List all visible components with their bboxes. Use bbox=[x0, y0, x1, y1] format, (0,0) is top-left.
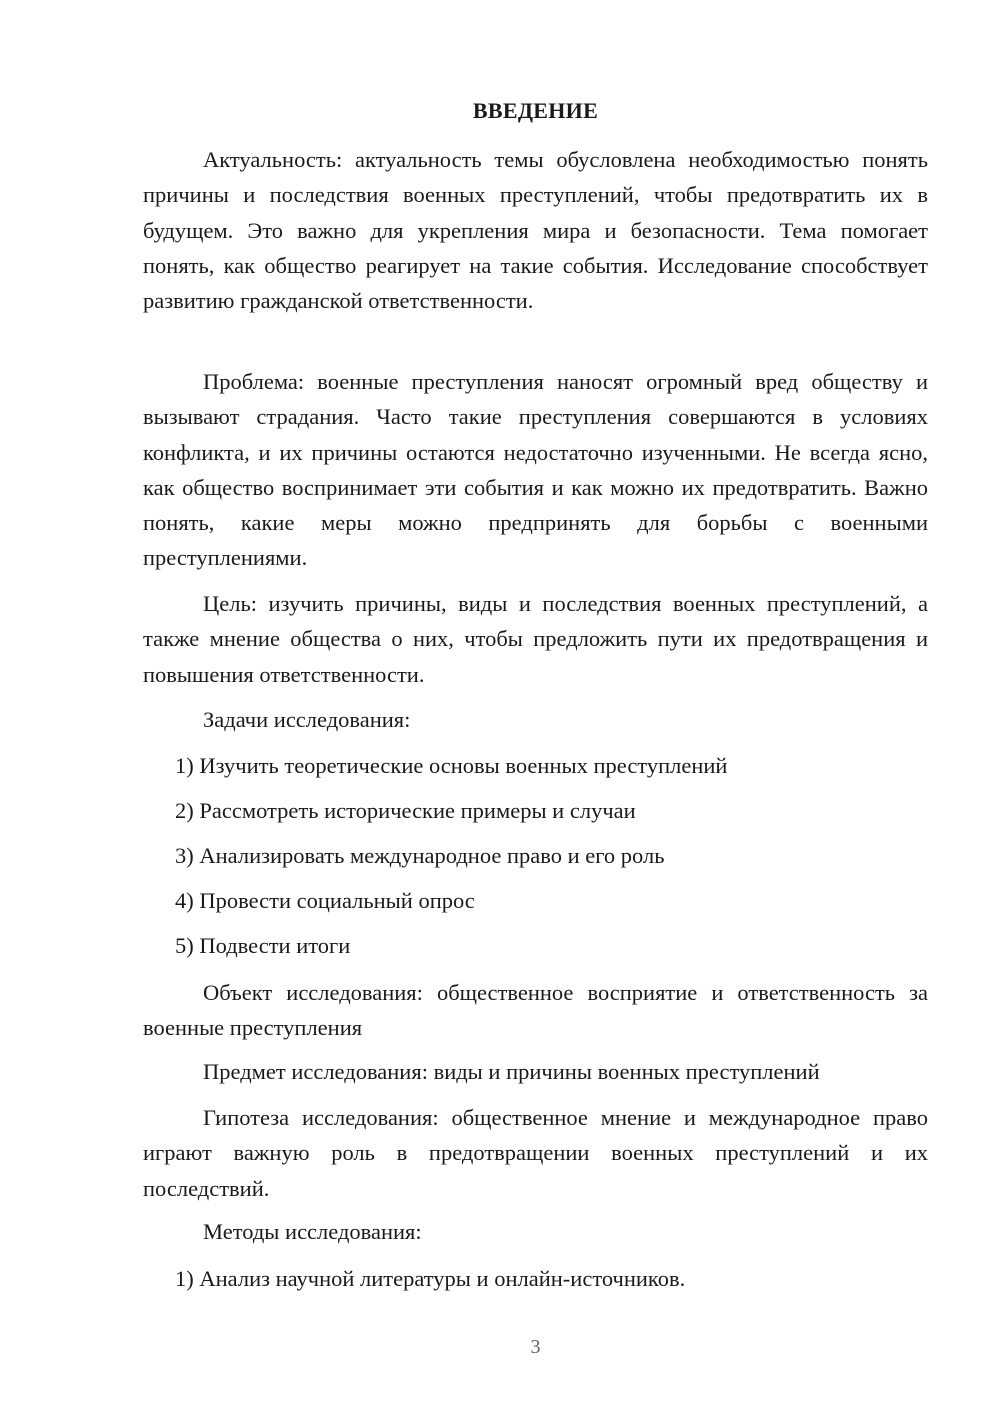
task-item-5: 5) Подвести итоги bbox=[175, 933, 351, 958]
paragraph-problem: Проблема: военные преступления наносят огромный вред обществу и вызывают страдания. Часто такие преступления совершаются в условиях конфликта, и их причины остаются недостаточно изученными. Не всегда ясно, как общество воспринимает эти события и как можно их предотвратить. Важно понять, какие меры можно предпринять для борьбы с военными преступлениями. bbox=[143, 369, 928, 571]
page-title: ВВЕДЕНИЕ bbox=[472, 98, 599, 123]
paragraph-goal: Цель: изучить причины, виды и последствия военных преступлений, а также мнение общества о них, чтобы предложить пути их предотвращения и повышения ответственности. bbox=[143, 591, 928, 687]
task-item-3: 3) Анализировать международное право и его роль bbox=[175, 843, 665, 868]
methods-heading: Методы исследования: bbox=[203, 1219, 422, 1244]
paragraph-hypothesis: Гипотеза исследования: общественное мнение и международное право играют важную роль в предотвращении военных преступлений и их последствий. bbox=[143, 1105, 928, 1201]
tasks-heading: Задачи исследования: bbox=[203, 707, 411, 732]
paragraph-object: Объект исследования: общественное восприятие и ответственность за военные преступления bbox=[143, 980, 928, 1041]
page-number: 3 bbox=[530, 1336, 541, 1358]
task-item-2: 2) Рассмотреть исторические примеры и случаи bbox=[175, 798, 636, 823]
paragraph-relevance: Актуальность: актуальность темы обусловлена необходимостью понять причины и последствия военных преступлений, чтобы предотвратить их в будущем. Это важно для укрепления мира и безопасности. Тема помогает понять, как общество реагирует на такие события. Исследование способствует развитию гражданской ответственности. bbox=[143, 147, 928, 314]
task-item-1: 1) Изучить теоретические основы военных преступлений bbox=[175, 753, 728, 778]
task-item-4: 4) Провести социальный опрос bbox=[175, 888, 475, 913]
document-page bbox=[143, 0, 928, 1414]
paragraph-subject: Предмет исследования: виды и причины военных преступлений bbox=[203, 1059, 820, 1084]
method-item-1: 1) Анализ научной литературы и онлайн-источников. bbox=[175, 1266, 686, 1291]
